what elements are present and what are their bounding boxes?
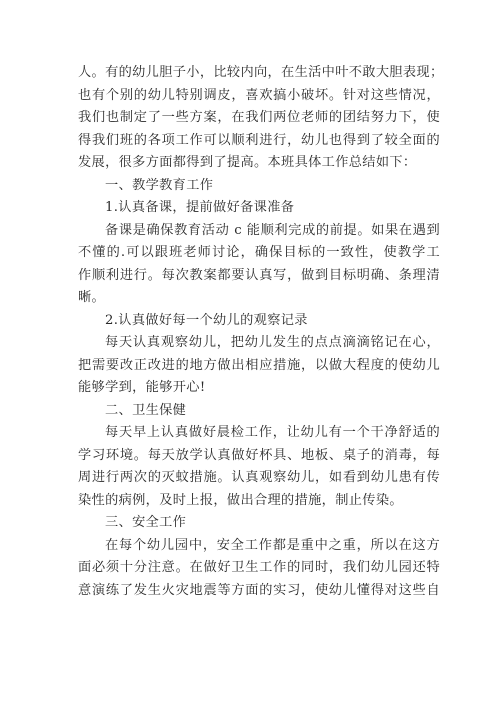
subsection-heading: 1.认真备课，提前做好备课准备 — [105, 200, 295, 215]
body-text-line: 备课是确保教育活动 c 能顺利完成的前提。如果在遇到 — [105, 222, 440, 238]
section-heading: 一、教学教育工作 — [105, 177, 214, 193]
body-text-line: 人。有的幼儿胆子小，比较内向，在生活中叶不敢大胆表现； — [78, 65, 444, 80]
section-heading: 二、卫生保健 — [105, 402, 187, 418]
body-text-line: 能够学到，能够开心! — [78, 380, 206, 395]
subsection-heading: 2.认真做好每一个幼儿的观察记录 — [105, 312, 308, 328]
body-text-line: 晰。 — [78, 290, 106, 305]
body-text-line: 得我们班的各项工作可以顺利进行，幼儿也得到了较全面的 — [78, 132, 440, 148]
body-text-line: 周进行两次的灭蚊措施。认真观察幼儿，如看到幼儿患有传 — [78, 470, 440, 485]
body-text-line: 作顺利进行。每次教案都要认真写，做到目标明确、条理清 — [78, 267, 440, 283]
section-heading: 三、安全工作 — [105, 515, 187, 530]
body-text-line: 每天早上认真做好晨检工作，让幼儿有一个干净舒适的 — [105, 425, 440, 440]
body-text-line: 在每个幼儿园中，安全工作都是重中之重，所以在这方 — [105, 537, 440, 553]
body-text-line: 我们也制定了一些方案，在我们两位老师的团结努力下，使 — [78, 110, 440, 125]
body-text-line: 不懂的.可以跟班老师讨论，确保目标的一致性，使教学工 — [78, 245, 440, 260]
body-text-line: 染性的病例，及时上报，做出合理的措施，制止传染。 — [78, 492, 403, 508]
body-text-line: 学习环境。每天放学认真做好杯具、地板、桌子的消毒，每 — [78, 447, 440, 463]
body-text-line: 把需要改正改进的地方做出相应措施，以做大程度的使幼儿 — [78, 357, 440, 373]
document-body — [78, 62, 444, 602]
body-text-line: 每天认真观察幼儿，把幼儿发生的点点滴滴铭记在心， — [105, 335, 440, 350]
body-text-line: 面必须十分注意。在做好卫生工作的同时，我们幼儿园还特 — [78, 560, 440, 575]
body-text-line: 也有个别的幼儿特别调皮，喜欢搞小破坏。针对这些情况， — [78, 87, 440, 103]
body-text-line: 发展，很多方面都得到了提高。本班具体工作总结如下： — [78, 155, 417, 170]
body-text-line: 意演练了发生火灾地震等方面的实习，使幼儿懂得对这些自 — [78, 582, 440, 598]
